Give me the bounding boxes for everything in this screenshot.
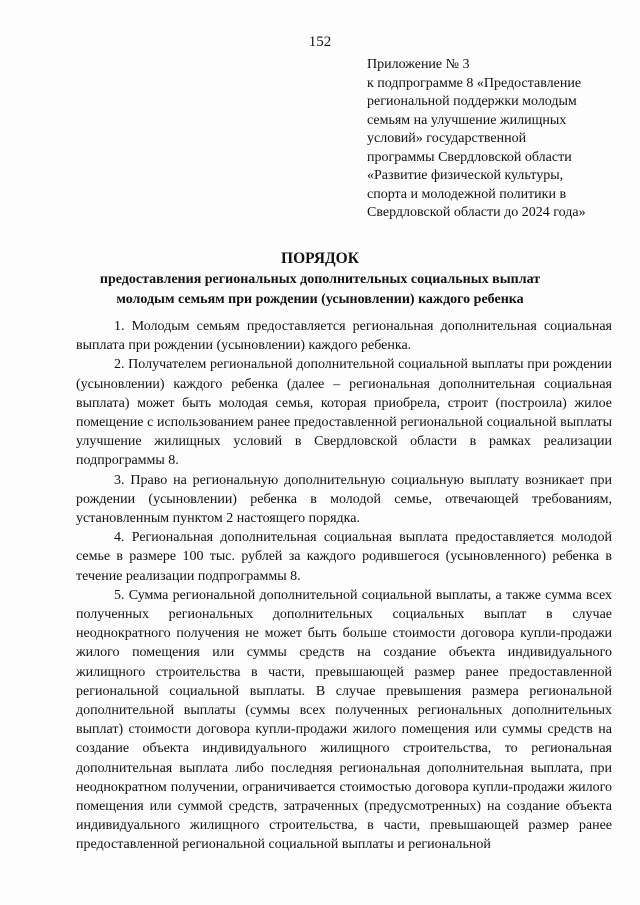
appendix-line: условий» государственной [367,131,527,146]
paragraph-5: 5. Сумма региональной дополнительной социальной выплаты, а также сумма всех полученных региональных дополнительных социальных выплат в случае неоднократного получения не может быть больше стоимости договора купли-продажи жилого помещения или суммы средств на создание объекта индивидуального жилищного строительства в части, превышающей размер ранее предоставленной региональной социальной выплаты. В случае превышения размера региональной дополнительной выплаты (суммы всех полученных региональных дополнительных выплат) стоимости договора купли-продажи жилого помещения или суммы средств на создание объекта индивидуального жилищного строительства, то региональная дополнительная выплата либо последняя региональная дополнительная выплата, при неоднократном получении, ограничивается стоимостью договора купли-продажи жилого помещения или суммой средств, затраченных (предусмотренных) на создание объекта индивидуального жилищного строительства, в части, превышающей размер ранее предоставленной региональной социальной выплаты и региональной [76,587,612,853]
document-subtitle-line: предоставления региональных дополнительных социальных выплат [99,272,541,287]
paragraph-2: 2. Получателем региональной дополнительной социальной выплаты при рождении (усыновлении) каждого ребенка (далее – региональная дополнительная социальная выплата) может быть молодая семья, которая приобрела, строит (построила) жилое помещение с использованием ранее предоставленной региональной социальной выплаты улучшение жилищных условий в Свердловской области в рамках реализации подпрограммы 8. [76,357,612,469]
document-body [76,317,612,855]
appendix-line: семьям на улучшение жилищных [367,112,567,128]
paragraph-1: 1. Молодым семьям предоставляется региональная дополнительная социальная выплата при рождении (усыновлении) каждого ребенка. [76,319,612,354]
appendix-header [367,56,625,223]
page-number: 152 [308,34,332,50]
appendix-line: Приложение № 3 [367,57,470,72]
appendix-line: программы Свердловской области [367,149,572,165]
appendix-line: региональной поддержки молодым [367,94,577,109]
appendix-line: спорта и молодежной политики в [367,186,567,202]
document-heading [0,249,640,309]
appendix-line: «Развитие физической культуры, [367,168,564,183]
appendix-line: к подпрограмме 8 «Предоставление [367,75,582,91]
appendix-line: Свердловской области до 2024 года» [367,205,586,220]
paragraph-3: 3. Право на региональную дополнительную социальную выплату возникает при рождении (усыновлении) ребенка в молодой семье, отвечающей требованиям, установленным пунктом 2 настоящего порядка. [76,472,612,527]
document-title: ПОРЯДОК [281,250,359,267]
paragraph-4: 4. Региональная дополнительная социальная выплата предоставляется молодой семье в размере 100 тыс. рублей за каждого родившегося (усыновленного) ребенка в течение реализации подпрограммы 8. [76,530,612,584]
document-subtitle-line: молодым семьям при рождении (усыновлении) каждого ребенка [116,292,524,307]
